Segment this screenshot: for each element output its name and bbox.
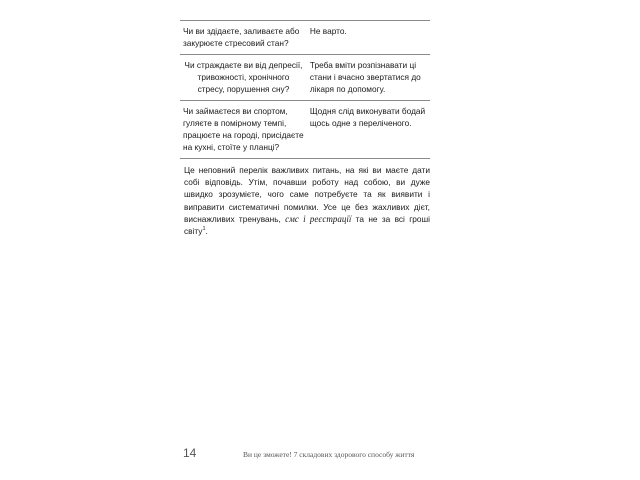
question-cell: Чи займаєтеся ви спортом, гуляєте в помірному темпі, працюєте на городі, присідаєте на кухні, стоїте у планці?: [180, 101, 308, 159]
question-cell: Чи страждаєте ви від депресії, тривожності, хронічного стресу, порушення сну?: [180, 55, 308, 101]
question-cell: Чи ви здідаєте, заливаєте або закурюєте стресовий стан?: [180, 21, 308, 55]
paragraph-text-start: Це неповний перелік важливих питань, на які ви маєте дати собі відповідь. Утім, почавши роботу над собою, ви дуже швидко зрозумієте, чого саме потребуєте та як виявити і виправити систематичні помилки. Усе це без жахливих дієт, виснажливих тренувань,: [184, 165, 430, 224]
paragraph-text-end: та не за всі гроші світу: [184, 213, 430, 237]
footnote-marker: 1: [202, 226, 206, 233]
table-row: [180, 21, 430, 55]
answer-cell: Щодня слід виконувати бодай щось одне з переліченого.: [308, 101, 430, 159]
table-row: [180, 101, 430, 159]
answer-cell: Не варто.: [308, 21, 430, 55]
qa-table: [180, 20, 430, 159]
paragraph-emphasis: смс і реєстрації: [285, 213, 352, 224]
body-paragraph: [184, 164, 430, 237]
page-number: 14: [183, 446, 197, 460]
answer-cell: Треба вміти розпізнавати ці стани і вчасно звертатися до лікаря по допомогу.: [308, 55, 430, 101]
running-title: Ви це зможете! 7 складових здорового способу життя: [243, 450, 415, 459]
paragraph-period: .: [205, 226, 208, 237]
table-row: [180, 55, 430, 101]
